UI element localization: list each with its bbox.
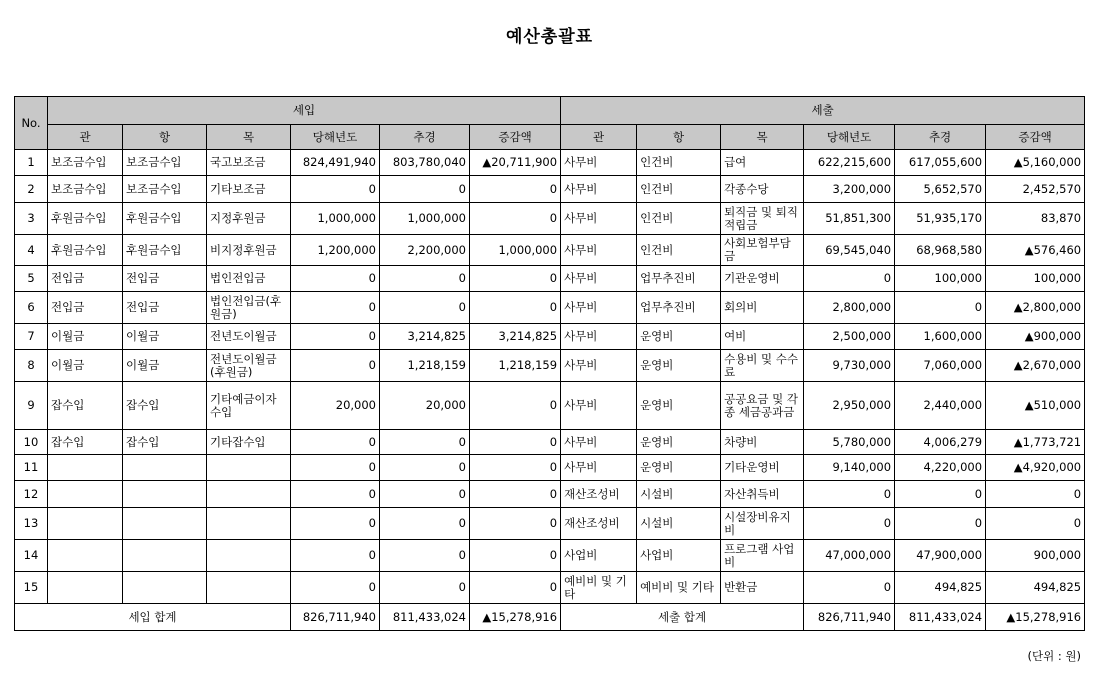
totals-row xyxy=(15,604,1085,631)
expense-mok-cell: 기관운영비 xyxy=(721,266,804,292)
row-no-cell: 10 xyxy=(15,430,48,455)
income-gwan-cell: 보조금수입 xyxy=(48,176,123,203)
income-hang-cell xyxy=(123,540,207,572)
expense-mok-cell: 프로그램 사업비 xyxy=(721,540,804,572)
income-total-current: 826,711,940 xyxy=(291,604,380,631)
row-no-cell: 6 xyxy=(15,292,48,324)
expense-difference-cell: 900,000 xyxy=(986,540,1085,572)
header-expense-difference: 증감액 xyxy=(986,125,1085,150)
income-gwan-cell: 잡수입 xyxy=(48,430,123,455)
income-supplementary-cell: 803,780,040 xyxy=(380,150,470,176)
expense-gwan-cell: 사무비 xyxy=(561,324,637,350)
table-row xyxy=(15,540,1085,572)
income-hang-cell: 잡수입 xyxy=(123,430,207,455)
expense-gwan-cell: 사무비 xyxy=(561,350,637,382)
income-gwan-cell: 후원금수입 xyxy=(48,203,123,235)
expense-gwan-cell: 사무비 xyxy=(561,382,637,430)
income-difference-cell: 0 xyxy=(470,176,561,203)
income-difference-cell: 0 xyxy=(470,430,561,455)
expense-hang-cell: 운영비 xyxy=(637,350,721,382)
expense-gwan-cell: 사무비 xyxy=(561,235,637,266)
expense-current-cell: 0 xyxy=(804,481,895,508)
expense-mok-cell: 회의비 xyxy=(721,292,804,324)
income-current-cell: 0 xyxy=(291,292,380,324)
income-current-cell: 0 xyxy=(291,350,380,382)
income-supplementary-cell: 1,000,000 xyxy=(380,203,470,235)
income-mok-cell xyxy=(207,455,291,481)
expense-supplementary-cell: 100,000 xyxy=(895,266,986,292)
income-mok-cell: 기타보조금 xyxy=(207,176,291,203)
row-no-cell: 1 xyxy=(15,150,48,176)
income-hang-cell: 이월금 xyxy=(123,324,207,350)
header-expense-gwan: 관 xyxy=(561,125,637,150)
expense-mok-cell: 사회보험부담금 xyxy=(721,235,804,266)
income-mok-cell: 국고보조금 xyxy=(207,150,291,176)
expense-hang-cell: 운영비 xyxy=(637,455,721,481)
income-difference-cell: 0 xyxy=(470,266,561,292)
income-current-cell: 1,000,000 xyxy=(291,203,380,235)
expense-gwan-cell: 재산조성비 xyxy=(561,481,637,508)
expense-current-cell: 0 xyxy=(804,266,895,292)
expense-hang-cell: 예비비 및 기타 xyxy=(637,572,721,604)
income-current-cell: 0 xyxy=(291,324,380,350)
expense-difference-cell: ▲4,920,000 xyxy=(986,455,1085,481)
income-difference-cell: 0 xyxy=(470,455,561,481)
income-total-supplementary: 811,433,024 xyxy=(380,604,470,631)
expense-difference-cell: 100,000 xyxy=(986,266,1085,292)
expense-difference-cell: ▲900,000 xyxy=(986,324,1085,350)
expense-supplementary-cell: 494,825 xyxy=(895,572,986,604)
table-row xyxy=(15,572,1085,604)
expense-gwan-cell: 예비비 및 기타 xyxy=(561,572,637,604)
income-supplementary-cell: 1,218,159 xyxy=(380,350,470,382)
expense-mok-cell: 수용비 및 수수료 xyxy=(721,350,804,382)
expense-difference-cell: 494,825 xyxy=(986,572,1085,604)
income-current-cell: 0 xyxy=(291,455,380,481)
income-supplementary-cell: 0 xyxy=(380,540,470,572)
income-gwan-cell xyxy=(48,481,123,508)
table-body xyxy=(15,150,1085,604)
income-hang-cell xyxy=(123,455,207,481)
income-difference-cell: 0 xyxy=(470,203,561,235)
income-total-difference: ▲15,278,916 xyxy=(470,604,561,631)
expense-current-cell: 9,140,000 xyxy=(804,455,895,481)
expense-mok-cell: 차량비 xyxy=(721,430,804,455)
expense-gwan-cell: 재산조성비 xyxy=(561,508,637,540)
income-hang-cell xyxy=(123,572,207,604)
expense-mok-cell: 공공요금 및 각종 세금공과금 xyxy=(721,382,804,430)
expense-total-current: 826,711,940 xyxy=(804,604,895,631)
income-hang-cell: 전입금 xyxy=(123,292,207,324)
expense-hang-cell: 인건비 xyxy=(637,176,721,203)
expense-difference-cell: 0 xyxy=(986,508,1085,540)
income-difference-cell: 3,214,825 xyxy=(470,324,561,350)
income-mok-cell: 법인전입금 xyxy=(207,266,291,292)
header-income-group: 세입 xyxy=(48,97,561,125)
table-row xyxy=(15,324,1085,350)
income-current-cell: 0 xyxy=(291,430,380,455)
expense-hang-cell: 운영비 xyxy=(637,324,721,350)
income-hang-cell: 이월금 xyxy=(123,350,207,382)
income-current-cell: 1,200,000 xyxy=(291,235,380,266)
income-gwan-cell xyxy=(48,508,123,540)
header-expense-supplementary: 추경 xyxy=(895,125,986,150)
expense-total-supplementary: 811,433,024 xyxy=(895,604,986,631)
expense-mok-cell: 기타운영비 xyxy=(721,455,804,481)
income-difference-cell: 0 xyxy=(470,382,561,430)
table-row xyxy=(15,481,1085,508)
expense-hang-cell: 운영비 xyxy=(637,430,721,455)
expense-hang-cell: 인건비 xyxy=(637,235,721,266)
income-difference-cell: 0 xyxy=(470,540,561,572)
expense-hang-cell: 인건비 xyxy=(637,203,721,235)
income-gwan-cell: 전입금 xyxy=(48,266,123,292)
expense-hang-cell: 시설비 xyxy=(637,508,721,540)
expense-current-cell: 0 xyxy=(804,508,895,540)
expense-hang-cell: 사업비 xyxy=(637,540,721,572)
income-gwan-cell: 잡수입 xyxy=(48,382,123,430)
expense-mok-cell: 각종수당 xyxy=(721,176,804,203)
income-mok-cell xyxy=(207,572,291,604)
income-current-cell: 0 xyxy=(291,481,380,508)
income-difference-cell: 0 xyxy=(470,481,561,508)
row-no-cell: 15 xyxy=(15,572,48,604)
income-hang-cell: 보조금수입 xyxy=(123,176,207,203)
expense-current-cell: 2,950,000 xyxy=(804,382,895,430)
income-mok-cell: 비지정후원금 xyxy=(207,235,291,266)
income-supplementary-cell: 0 xyxy=(380,176,470,203)
header-income-hang: 항 xyxy=(123,125,207,150)
income-supplementary-cell: 2,200,000 xyxy=(380,235,470,266)
expense-hang-cell: 인건비 xyxy=(637,150,721,176)
income-supplementary-cell: 0 xyxy=(380,455,470,481)
expense-gwan-cell: 사무비 xyxy=(561,203,637,235)
expense-supplementary-cell: 2,440,000 xyxy=(895,382,986,430)
income-difference-cell: 1,218,159 xyxy=(470,350,561,382)
expense-mok-cell: 여비 xyxy=(721,324,804,350)
income-supplementary-cell: 0 xyxy=(380,430,470,455)
income-mok-cell: 지정후원금 xyxy=(207,203,291,235)
income-gwan-cell xyxy=(48,455,123,481)
expense-gwan-cell: 사무비 xyxy=(561,176,637,203)
income-mok-cell xyxy=(207,508,291,540)
income-gwan-cell: 보조금수입 xyxy=(48,150,123,176)
income-supplementary-cell: 0 xyxy=(380,481,470,508)
expense-current-cell: 9,730,000 xyxy=(804,350,895,382)
income-mok-cell: 기타예금이자수입 xyxy=(207,382,291,430)
expense-difference-cell: ▲5,160,000 xyxy=(986,150,1085,176)
income-difference-cell: 0 xyxy=(470,572,561,604)
expense-total-difference: ▲15,278,916 xyxy=(986,604,1085,631)
expense-difference-cell: ▲576,460 xyxy=(986,235,1085,266)
header-expense-current: 당해년도 xyxy=(804,125,895,150)
header-expense-group: 세출 xyxy=(561,97,1085,125)
income-hang-cell: 보조금수입 xyxy=(123,150,207,176)
table-row xyxy=(15,176,1085,203)
income-supplementary-cell: 0 xyxy=(380,292,470,324)
income-gwan-cell xyxy=(48,572,123,604)
expense-hang-cell: 업무추진비 xyxy=(637,292,721,324)
income-gwan-cell: 이월금 xyxy=(48,350,123,382)
header-income-current: 당해년도 xyxy=(291,125,380,150)
header-income-gwan: 관 xyxy=(48,125,123,150)
income-mok-cell: 전년도이월금(후원금) xyxy=(207,350,291,382)
income-gwan-cell xyxy=(48,540,123,572)
income-hang-cell: 후원금수입 xyxy=(123,203,207,235)
header-no: No. xyxy=(15,97,48,150)
income-current-cell: 0 xyxy=(291,176,380,203)
expense-supplementary-cell: 4,220,000 xyxy=(895,455,986,481)
income-mok-cell xyxy=(207,540,291,572)
expense-current-cell: 5,780,000 xyxy=(804,430,895,455)
income-difference-cell: 0 xyxy=(470,292,561,324)
header-expense-hang: 항 xyxy=(637,125,721,150)
expense-difference-cell: 83,870 xyxy=(986,203,1085,235)
income-supplementary-cell: 0 xyxy=(380,266,470,292)
expense-hang-cell: 운영비 xyxy=(637,382,721,430)
expense-gwan-cell: 사무비 xyxy=(561,455,637,481)
expense-supplementary-cell: 0 xyxy=(895,292,986,324)
expense-mok-cell: 시설장비유지비 xyxy=(721,508,804,540)
expense-gwan-cell: 사무비 xyxy=(561,266,637,292)
table-row xyxy=(15,266,1085,292)
income-current-cell: 0 xyxy=(291,540,380,572)
expense-difference-cell: 2,452,570 xyxy=(986,176,1085,203)
income-hang-cell xyxy=(123,481,207,508)
expense-current-cell: 0 xyxy=(804,572,895,604)
expense-current-cell: 622,215,600 xyxy=(804,150,895,176)
header-income-difference: 증감액 xyxy=(470,125,561,150)
page-title: 예산총괄표 xyxy=(505,27,594,47)
row-no-cell: 5 xyxy=(15,266,48,292)
income-difference-cell: ▲20,711,900 xyxy=(470,150,561,176)
expense-supplementary-cell: 51,935,170 xyxy=(895,203,986,235)
income-mok-cell xyxy=(207,481,291,508)
expense-difference-cell: ▲1,773,721 xyxy=(986,430,1085,455)
expense-supplementary-cell: 1,600,000 xyxy=(895,324,986,350)
income-difference-cell: 0 xyxy=(470,508,561,540)
expense-supplementary-cell: 0 xyxy=(895,481,986,508)
income-mok-cell: 기타잡수입 xyxy=(207,430,291,455)
row-no-cell: 3 xyxy=(15,203,48,235)
expense-mok-cell: 자산취득비 xyxy=(721,481,804,508)
income-total-label: 세입 합계 xyxy=(15,604,291,631)
budget-summary-table xyxy=(14,96,1085,631)
header-expense-mok: 목 xyxy=(721,125,804,150)
expense-supplementary-cell: 4,006,279 xyxy=(895,430,986,455)
expense-hang-cell: 업무추진비 xyxy=(637,266,721,292)
income-gwan-cell: 후원금수입 xyxy=(48,235,123,266)
expense-gwan-cell: 사무비 xyxy=(561,430,637,455)
table-row xyxy=(15,203,1085,235)
expense-supplementary-cell: 617,055,600 xyxy=(895,150,986,176)
expense-gwan-cell: 사업비 xyxy=(561,540,637,572)
row-no-cell: 9 xyxy=(15,382,48,430)
expense-mok-cell: 반환금 xyxy=(721,572,804,604)
expense-current-cell: 69,545,040 xyxy=(804,235,895,266)
income-hang-cell: 전입금 xyxy=(123,266,207,292)
expense-current-cell: 3,200,000 xyxy=(804,176,895,203)
expense-difference-cell: ▲2,670,000 xyxy=(986,350,1085,382)
income-mok-cell: 법인전입금(후원금) xyxy=(207,292,291,324)
expense-supplementary-cell: 0 xyxy=(895,508,986,540)
income-supplementary-cell: 0 xyxy=(380,508,470,540)
expense-supplementary-cell: 68,968,580 xyxy=(895,235,986,266)
income-current-cell: 0 xyxy=(291,266,380,292)
expense-mok-cell: 퇴직금 및 퇴직적립금 xyxy=(721,203,804,235)
expense-mok-cell: 급여 xyxy=(721,150,804,176)
header-income-mok: 목 xyxy=(207,125,291,150)
expense-supplementary-cell: 7,060,000 xyxy=(895,350,986,382)
unit-note: (단위 : 원) xyxy=(1027,649,1081,663)
income-supplementary-cell: 20,000 xyxy=(380,382,470,430)
income-current-cell: 824,491,940 xyxy=(291,150,380,176)
income-hang-cell: 잡수입 xyxy=(123,382,207,430)
header-income-supplementary: 추경 xyxy=(380,125,470,150)
income-current-cell: 0 xyxy=(291,508,380,540)
income-mok-cell: 전년도이월금 xyxy=(207,324,291,350)
expense-current-cell: 47,000,000 xyxy=(804,540,895,572)
income-current-cell: 0 xyxy=(291,572,380,604)
expense-difference-cell: ▲2,800,000 xyxy=(986,292,1085,324)
table-row xyxy=(15,430,1085,455)
income-current-cell: 20,000 xyxy=(291,382,380,430)
row-no-cell: 13 xyxy=(15,508,48,540)
income-gwan-cell: 이월금 xyxy=(48,324,123,350)
income-supplementary-cell: 3,214,825 xyxy=(380,324,470,350)
expense-current-cell: 2,800,000 xyxy=(804,292,895,324)
expense-difference-cell: ▲510,000 xyxy=(986,382,1085,430)
table-row xyxy=(15,382,1085,430)
expense-current-cell: 2,500,000 xyxy=(804,324,895,350)
income-hang-cell xyxy=(123,508,207,540)
expense-gwan-cell: 사무비 xyxy=(561,292,637,324)
expense-gwan-cell: 사무비 xyxy=(561,150,637,176)
income-difference-cell: 1,000,000 xyxy=(470,235,561,266)
table-row xyxy=(15,292,1085,324)
row-no-cell: 2 xyxy=(15,176,48,203)
income-hang-cell: 후원금수입 xyxy=(123,235,207,266)
income-supplementary-cell: 0 xyxy=(380,572,470,604)
table-row xyxy=(15,235,1085,266)
expense-current-cell: 51,851,300 xyxy=(804,203,895,235)
row-no-cell: 8 xyxy=(15,350,48,382)
table-row xyxy=(15,455,1085,481)
table-row xyxy=(15,150,1085,176)
expense-supplementary-cell: 5,652,570 xyxy=(895,176,986,203)
expense-difference-cell: 0 xyxy=(986,481,1085,508)
row-no-cell: 14 xyxy=(15,540,48,572)
table-row xyxy=(15,350,1085,382)
row-no-cell: 4 xyxy=(15,235,48,266)
row-no-cell: 11 xyxy=(15,455,48,481)
expense-hang-cell: 시설비 xyxy=(637,481,721,508)
row-no-cell: 7 xyxy=(15,324,48,350)
table-row xyxy=(15,508,1085,540)
income-gwan-cell: 전입금 xyxy=(48,292,123,324)
expense-total-label: 세출 합계 xyxy=(561,604,804,631)
row-no-cell: 12 xyxy=(15,481,48,508)
expense-supplementary-cell: 47,900,000 xyxy=(895,540,986,572)
